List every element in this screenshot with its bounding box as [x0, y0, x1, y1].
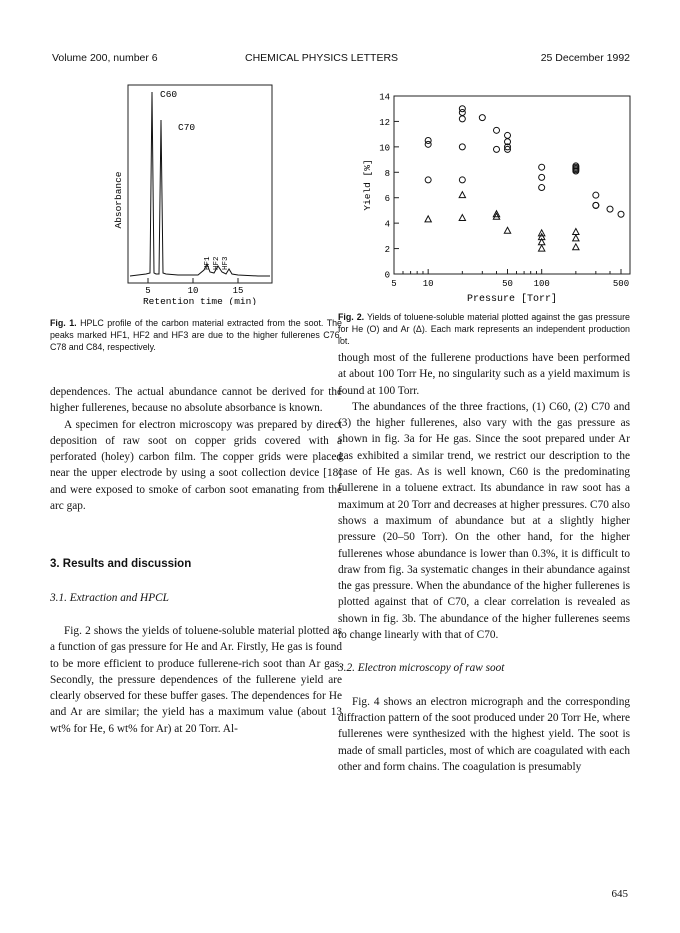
figure-1-hplc — [108, 80, 278, 305]
he-data-point — [459, 110, 465, 116]
left-paragraph-3: Fig. 2 shows the yields of toluene-soluble material plotted as a function of gas pressure for He and Ar. Firstly, He gas is found to be more efficient to produce fullerene-rich soot than Ar gas. Secondly, the pressure dependences of the fullerene yield are clearly observed for these buffer gases. The dependences for He and Ar are similar; the yield has a maximum value (about 13 wt% for He, 6 wt% for Ar) at 20 Torr. Al- — [50, 624, 342, 735]
fig2-xtick-label: 500 — [612, 279, 630, 289]
he-data-point — [593, 202, 599, 208]
ar-data-point — [573, 235, 579, 241]
section-heading: 3. Results and discussion — [50, 558, 192, 571]
fig1-caption-text: HPLC profile of the carbon material extracted from the soot. The peaks marked HF1, HF2 and HF3 are due to the higher fullerenes C76, C78 and C84, respectively. — [50, 318, 342, 352]
he-data-point — [539, 185, 545, 191]
fig1-peak-hf3: HF3 — [222, 256, 230, 270]
header-date: 25 December 1992 — [540, 52, 630, 64]
fig1-peak-hf2: HF2 — [213, 256, 221, 270]
he-data-point — [618, 211, 624, 217]
ar-data-point — [573, 244, 579, 250]
header-journal: CHEMICAL PHYSICS LETTERS — [245, 52, 399, 64]
ar-data-point — [573, 229, 579, 235]
fig1-caption — [50, 318, 342, 353]
he-data-point — [459, 116, 465, 122]
fig1-frame — [128, 85, 272, 283]
he-data-point — [505, 132, 511, 138]
right-paragraph-1: though most of the fullerene productions have been performed at about 100 Torr He, no singularity such as a yield maximum is found at 100 Torr. — [338, 352, 630, 397]
subsection-heading-3-2: 3.2. Electron microscopy of raw soot — [338, 662, 505, 675]
he-data-point — [539, 174, 545, 180]
he-data-point — [539, 164, 545, 170]
fig2-ytick-label: 14 — [379, 92, 390, 103]
right-column — [338, 350, 630, 775]
fig2-ytick-label: 6 — [384, 194, 390, 205]
fig1-peak-hf1: HF1 — [204, 256, 212, 270]
subsection-heading-3-1: 3.1. Extraction and HPCL — [50, 591, 169, 604]
fig2-plot-frame — [394, 96, 630, 274]
ar-data-point — [538, 245, 544, 251]
fig1-ylabel: Absorbance — [113, 171, 124, 229]
fig2-xtick-label: 100 — [533, 279, 550, 289]
fig2-ytick-label: 0 — [384, 270, 390, 281]
he-data-point — [425, 177, 431, 183]
fig1-tick-5: 5 — [145, 286, 151, 296]
he-data-point — [494, 127, 500, 133]
header-volume: Volume 200, number 6 — [52, 52, 158, 64]
he-data-point — [479, 115, 485, 121]
left-column — [50, 384, 342, 737]
figure-2-yield-scatter — [352, 86, 642, 311]
left-paragraph-1: dependences. The actual abundance cannot be derived for the higher fullerenes, because no absolute absorbance is known. — [50, 386, 342, 415]
fig2-xtick-label: 50 — [502, 279, 513, 289]
ar-data-point — [459, 192, 465, 198]
fig2-ytick-label: 2 — [384, 245, 390, 256]
fig2-xtick-label: 5 — [391, 279, 397, 289]
right-paragraph-3: Fig. 4 shows an electron micrograph and the corresponding diffraction pattern of the soot produced under 20 Torr He, where fullerenes were synthesized with the highest yield. The soot is made of small particles, most of which are coagulated with each other and form chains. The coagulation is presumably — [338, 695, 630, 773]
ar-data-point — [504, 227, 510, 233]
fig2-ytick-label: 8 — [384, 168, 390, 179]
he-data-point — [607, 206, 613, 212]
he-data-point — [494, 146, 500, 152]
fig1-peak-c70: C70 — [178, 122, 196, 133]
fig2-caption-label: Fig. 2. — [338, 312, 365, 322]
fig1-caption-label: Fig. 1. — [50, 318, 77, 328]
fig2-xtick-label: 10 — [422, 279, 434, 289]
fig2-ytick-label: 10 — [379, 143, 390, 154]
fig1-xlabel: Retention time (min) — [142, 296, 258, 305]
ar-data-point — [425, 216, 431, 222]
fig2-ylabel: Yield [%] — [362, 159, 373, 211]
fig2-xlabel: Pressure [Torr] — [466, 294, 558, 305]
he-data-point — [425, 138, 431, 144]
fig1-tick-15: 15 — [232, 286, 244, 296]
fig1-peak-c60: C60 — [160, 89, 178, 100]
he-data-point — [593, 192, 599, 198]
fig1-tick-10: 10 — [187, 286, 199, 296]
page-number: 645 — [611, 888, 628, 900]
fig2-caption — [338, 312, 630, 347]
left-paragraph-2: A specimen for electron microscopy was prepared by direct deposition of raw soot on copper grids covered with a perforated (holey) carbon film. The copper grids were placed near the upper electrode by using a soot collection device [18] and were exposed to smoke of carbon soot emanating from the arc gap. — [50, 418, 342, 513]
fig1-trace — [130, 92, 270, 276]
fig2-ytick-label: 12 — [379, 117, 390, 128]
fig2-ytick-label: 4 — [384, 219, 390, 230]
he-data-point — [459, 144, 465, 150]
ar-data-point — [459, 215, 465, 221]
he-data-point — [459, 177, 465, 183]
fig2-caption-text: Yields of toluene-soluble material plotted against the gas pressure for He (O) and Ar (Δ). Each mark represents an independent production lot. — [338, 312, 630, 346]
right-paragraph-2: The abundances of the three fractions, (1) C60, (2) C70 and (3) the higher fullerenes, also vary with the gas pressure as shown in fig. 3a for He gas. Since the soot prepared under Ar gas exhibited a similar trend, we restrict our description to the case of He gas. As is well known, C60 is the predominating fullerene in a toluene extract. Its abundance in raw soot has a maximum at 20 Torr and decreases at higher pressures. C70 also shows a maximum of abundance but at a slightly higher pressure (20–50 Torr). On the other hand, for the higher fullerenes whose abundance is lower than 0.3%, it is difficult to draw from fig. 3a systematic changes in their abundance against the gas pressure. When the abundance of the higher fullerenes is plotted against that of C70, a clear correlation is revealed as shown in fig. 3b. The abundance of the higher fullerenes seems to change linearly with that of C70. — [338, 400, 630, 642]
